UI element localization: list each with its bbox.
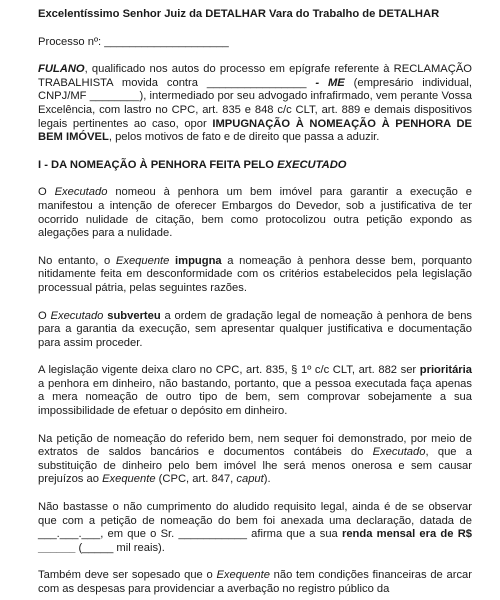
paragraph-7 — [38, 501, 472, 555]
paragraph-2 — [38, 186, 472, 240]
section-title — [38, 159, 472, 173]
paragraph-6 — [38, 433, 472, 487]
text-run: , pelos motivos de fato e de direito que passa a aduzir. — [108, 131, 380, 144]
processo-blank: ____________________ — [104, 35, 229, 48]
subverteu-term: subverteu — [107, 309, 161, 322]
impugnacao-title: IMPUGNAÇÃO À NOMEAÇÃO À PENHORA DE BEM IMÓVEL — [38, 117, 472, 144]
text-run: (_____ mil reais). — [75, 541, 165, 554]
caput-term: caput — [236, 473, 264, 486]
text-run: (CPC, art. 847, — [155, 473, 237, 486]
paragraph-intro — [38, 63, 472, 145]
processo-line — [38, 36, 472, 50]
text-run: ). — [263, 473, 271, 486]
text-run: (empresário individual, CNPJ/MF ________), intermediado por seu advogado infrafirmado, vem perante Vossa Excelência, com lastro no CPC, art. 835 e 848 c/c CLT, art. 889 e demais dispositivos legais pertinentes ao caso, opor — [38, 76, 473, 130]
section-prefix: I - DA NOMEAÇÃO À PENHORA FEITA PELO — [38, 158, 278, 171]
text-run: Não bastasse o não cumprimento do aludido requisito legal, ainda é de se observar que com a petição de nomeação do bem foi anexada uma declaração, datada de ___.___.___, em que o Sr. ___________ afirma que a sua — [38, 501, 472, 541]
me-label: - ME — [315, 76, 345, 89]
section-executado: EXECUTADO — [277, 158, 347, 171]
party-name: FULANO — [38, 63, 85, 76]
text-run: Também deve ser sopesado que o — [38, 569, 217, 582]
exequente-term: Exequente — [115, 254, 170, 267]
paragraph-4 — [38, 310, 472, 351]
exequente-term: Exequente — [102, 473, 156, 486]
prioritaria-term: prioritária — [419, 364, 472, 377]
text-run: nomeou à penhora um bem imóvel para garantir a execução e manifestou a intenção de oferecer Embargos do Devedor, sob a justificativa de ter ocorrido nulidade de citação, bem como protocolizou outra petição expondo as alegações para a nulidade. — [38, 186, 472, 240]
text-run: a ordem de gradação legal de nomeação à penhora de bens para a garantia da execução, sem apresentar qualquer justificativa e documentação para assim proceder. — [38, 309, 473, 349]
text-run: a penhora em dinheiro, não bastando, portanto, que a pessoa executada faça apenas a mera nomeação de outro tipo de bem, sem comprovar sobejamente a sua impossibilidade de efetuar o depósito em dinheiro. — [38, 377, 472, 418]
executado-term: Executado — [54, 186, 108, 199]
text-run: , qualificado nos autos do processo em epígrafe referente à RECLAMAÇÃO TRABALHISTA movida contra ________________ — [38, 63, 472, 89]
text-run: O — [38, 309, 51, 322]
text-run: A legislação vigente deixa claro no CPC, art. 835, § 1º c/c CLT, art. 882 ser — [38, 364, 420, 377]
paragraph-3 — [38, 255, 472, 296]
text-run: Na petição de nomeação do referido bem, nem sequer foi demonstrado, por meio de extratos de saldos bancários e documentos contábeis do — [38, 432, 472, 459]
text-run: , que a substituição de dinheiro pelo bem imóvel lhe será menos onerosa e sem causar prejuízos ao — [38, 446, 472, 486]
exequente-term: Exequente — [216, 569, 270, 582]
document-heading: Excelentíssimo Senhor Juiz da DETALHAR Vara do Trabalho de DETALHAR — [38, 8, 440, 20]
executado-term: Executado — [50, 309, 104, 322]
text-run: No entanto, o — [38, 254, 116, 267]
text-run: a nomeação à penhora desse bem, porquanto nitidamente feita em desconformidade com os critérios estabelecidos pela legislação processual pátria, pelas seguintes razões. — [38, 254, 472, 294]
executado-term: Executado — [372, 446, 426, 459]
impugna-term: impugna — [175, 254, 222, 267]
paragraph-8 — [38, 569, 472, 596]
processo-label: Processo nº: — [38, 35, 102, 48]
paragraph-5 — [38, 364, 472, 418]
renda-term: renda mensal era de R$ ______ — [38, 528, 472, 554]
text-run: O — [38, 186, 55, 199]
text-run: não tem condições financeiras de arcar com as despesas para providenciar a averbação no registro público da — [38, 569, 472, 595]
